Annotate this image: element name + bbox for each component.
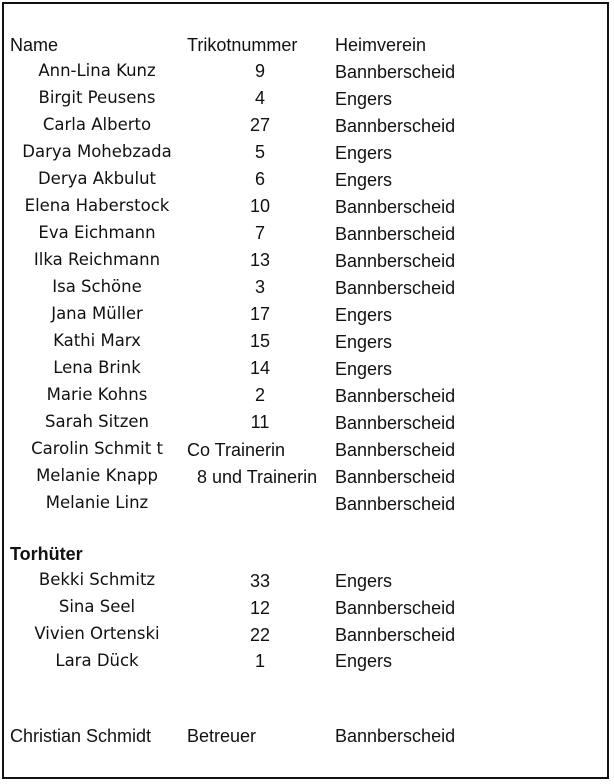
goalkeeper-name: Lara Dück <box>55 651 139 670</box>
goalkeeper-number: 33 <box>249 571 271 591</box>
player-name: Derya Akbulut <box>37 169 157 188</box>
goalkeeper-club: Engers <box>335 651 393 671</box>
player-number: 5 <box>254 142 265 162</box>
player-club: Engers <box>335 89 393 109</box>
player-name: Melanie Knapp <box>36 466 158 485</box>
player-name: Kathi Marx <box>53 331 141 350</box>
player-club: Bannberscheid <box>335 494 456 514</box>
player-name: Elena Haberstock <box>24 196 170 215</box>
player-club: Bannberscheid <box>335 197 456 217</box>
player-number: 17 <box>249 304 271 324</box>
goalkeeper-number: 12 <box>249 598 271 618</box>
player-number: 2 <box>254 385 265 405</box>
goalkeepers-heading: Torhüter <box>10 544 83 564</box>
player-name: Jana Müller <box>51 304 143 323</box>
player-club: Bannberscheid <box>335 62 456 82</box>
goalkeeper-club: Bannberscheid <box>335 625 456 645</box>
goalkeeper-number: 1 <box>254 651 265 671</box>
player-number: 4 <box>254 88 265 108</box>
player-club: Bannberscheid <box>335 440 456 460</box>
player-club: Bannberscheid <box>335 386 456 406</box>
goalkeeper-number: 22 <box>249 625 271 645</box>
player-number: 8 und Trainerin <box>197 467 318 487</box>
goalkeeper-name: Bekki Schmitz <box>38 570 156 589</box>
player-club: Engers <box>335 143 393 163</box>
player-name: Marie Kohns <box>46 385 148 404</box>
player-number: 10 <box>249 196 271 216</box>
player-club: Bannberscheid <box>335 278 456 298</box>
player-number: 27 <box>249 115 271 135</box>
goalkeeper-club: Bannberscheid <box>335 598 456 618</box>
player-name: Carolin Schmit t <box>31 439 163 458</box>
player-club: Bannberscheid <box>335 224 456 244</box>
player-name: Carla Alberto <box>42 115 152 134</box>
player-club: Bannberscheid <box>335 116 456 136</box>
player-name: Birgit Peusens <box>38 88 156 107</box>
player-number: 3 <box>254 277 265 297</box>
player-name: Eva Eichmann <box>38 223 156 242</box>
player-name: Darya Mohebzada <box>22 142 172 161</box>
player-club: Engers <box>335 359 393 379</box>
player-name: Melanie Linz <box>45 493 149 512</box>
goalkeeper-club: Engers <box>335 571 393 591</box>
player-number: 9 <box>254 61 265 81</box>
player-name: Ann-Lina Kunz <box>38 61 156 80</box>
player-club: Bannberscheid <box>335 467 456 487</box>
goalkeeper-name: Vivien Ortenski <box>34 624 160 643</box>
player-name: Lena Brink <box>53 358 141 377</box>
player-name: Ilka Reichmann <box>33 250 161 269</box>
header-club: Heimverein <box>335 35 427 55</box>
player-name: Sarah Sitzen <box>45 412 149 431</box>
player-number: Co Trainerin <box>187 440 286 460</box>
player-club: Engers <box>335 332 393 352</box>
goalkeeper-name: Sina Seel <box>58 597 136 616</box>
staff-name: Christian Schmidt <box>10 726 152 746</box>
player-number: 14 <box>249 358 271 378</box>
header-name: Name <box>10 35 59 55</box>
player-club: Bannberscheid <box>335 251 456 271</box>
player-number: 7 <box>254 223 265 243</box>
player-name: Isa Schöne <box>52 277 142 296</box>
player-number: 6 <box>254 169 265 189</box>
player-club: Engers <box>335 170 393 190</box>
staff-role: Betreuer <box>187 726 257 746</box>
player-club: Bannberscheid <box>335 413 456 433</box>
player-club: Engers <box>335 305 393 325</box>
player-number: 15 <box>249 331 271 351</box>
player-number: 11 <box>250 412 270 432</box>
staff-club: Bannberscheid <box>335 726 456 746</box>
header-number: Trikotnummer <box>187 35 298 55</box>
player-number: 13 <box>249 250 271 270</box>
